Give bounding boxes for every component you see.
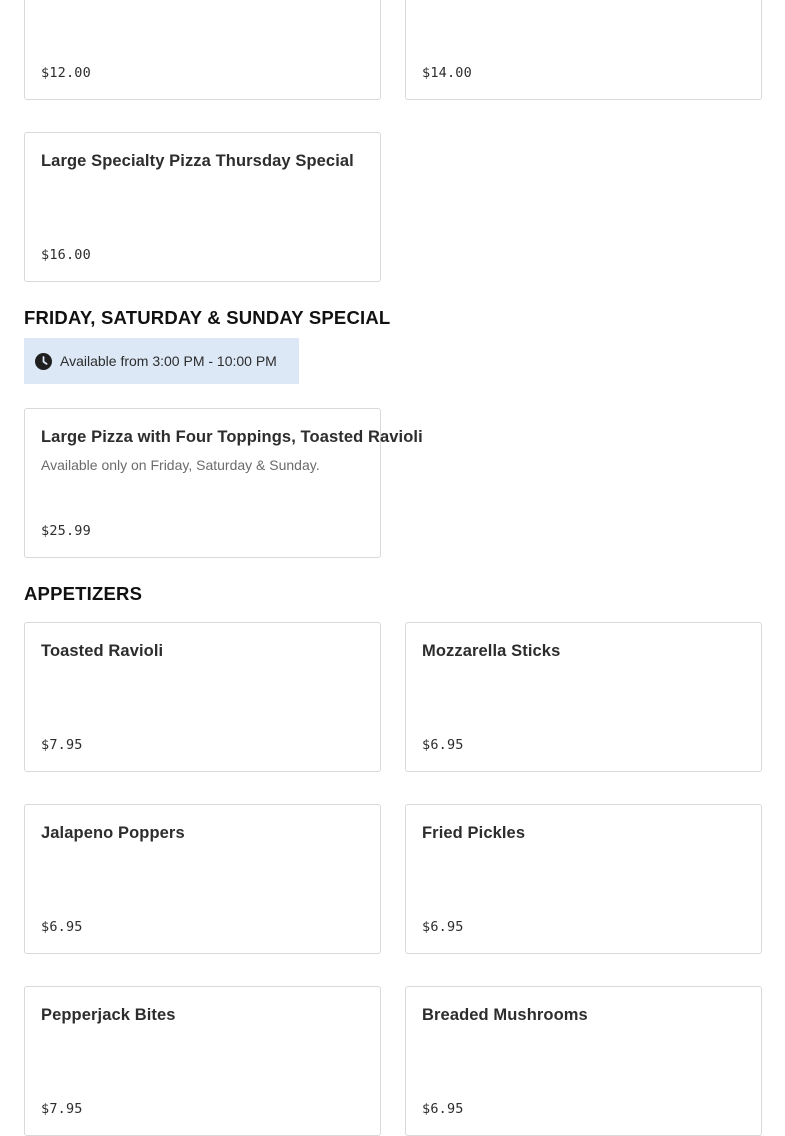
- item-price: $14.00: [422, 65, 472, 81]
- section-title-weekend-special: FRIDAY, SATURDAY & SUNDAY SPECIAL: [24, 307, 391, 328]
- item-name: Fried Pickles: [422, 824, 526, 842]
- item-name: Large Specialty Pizza Thursday Special: [41, 152, 354, 170]
- item-price: $6.95: [41, 919, 83, 935]
- item-name: Toasted Ravioli: [41, 642, 164, 660]
- item-price: $6.95: [422, 737, 464, 753]
- item-name: Mozzarella Sticks: [422, 642, 561, 660]
- clock-icon: [35, 353, 52, 370]
- item-name: Pepperjack Bites: [41, 1006, 176, 1024]
- item-price: $6.95: [422, 919, 464, 935]
- item-price: $12.00: [41, 65, 91, 81]
- menu-item-card[interactable]: [405, 804, 762, 954]
- menu-item-card[interactable]: [24, 986, 381, 1136]
- item-price: $7.95: [41, 1101, 83, 1117]
- availability-badge: [24, 338, 299, 384]
- item-name: Jalapeno Poppers: [41, 824, 185, 842]
- item-price: $25.99: [41, 523, 91, 539]
- menu-item-card[interactable]: [24, 408, 423, 558]
- item-price: $7.95: [41, 737, 83, 753]
- availability-hours: Available from 3:00 PM - 10:00 PM: [60, 353, 277, 369]
- menu-item-card[interactable]: [24, 804, 381, 954]
- menu-item-card[interactable]: [24, 132, 381, 282]
- item-description: Available only on Friday, Saturday & Sunday.: [41, 457, 320, 473]
- menu-item-card[interactable]: [24, 622, 381, 772]
- menu-item-card[interactable]: [405, 0, 762, 100]
- item-name: Large Pizza with Four Toppings, Toasted Ravioli: [41, 428, 423, 446]
- item-price: $16.00: [41, 247, 91, 263]
- item-name: Breaded Mushrooms: [422, 1006, 588, 1024]
- menu-item-card[interactable]: [405, 622, 762, 772]
- section-title-appetizers: APPETIZERS: [24, 583, 143, 604]
- menu-item-card[interactable]: [24, 0, 381, 100]
- menu-item-card[interactable]: [405, 986, 762, 1136]
- item-price: $6.95: [422, 1101, 464, 1117]
